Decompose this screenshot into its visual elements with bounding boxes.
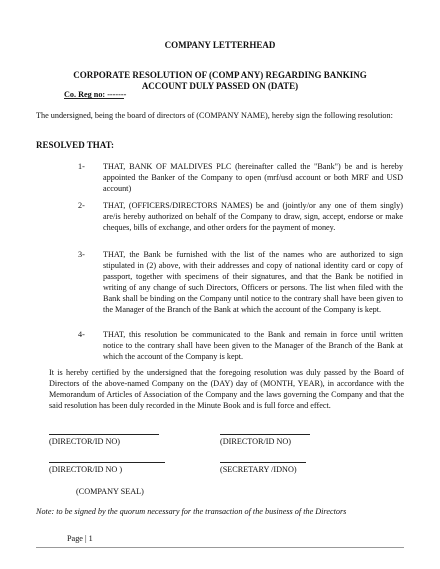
item-1-text: THAT, BANK OF MALDIVES PLC (hereinafter called the "Bank") be and is hereby appointed the Banker of the Company to open (mrf/usd account or both MRF and USD account)	[103, 162, 403, 193]
signature-line-left1	[49, 434, 159, 435]
signature-label-right2: (SECRETARY /IDNO)	[220, 465, 297, 474]
signature-line-right1	[220, 434, 310, 435]
footer-rule	[36, 547, 404, 548]
page-number: Page | 1	[67, 534, 93, 543]
letterhead-title: COMPANY LETTERHEAD	[164, 40, 276, 50]
item-3-text: THAT, the Bank be furnished with the list of the names who are authorized to sign stipulated in (2) above, with their addresses and copy of national identity card or copy of passport, together with specimens of their signatures, and that the Bank be notified in writing of any change of such Directors, Officers or persons. The list when filed with the Bank shall be binding on the Company until notice to the contrary shall have been given to the Manager of the Branch of the Bank at which the account of the Company is kept.	[103, 250, 403, 314]
company-reg-no: Co. Reg no: -------	[64, 90, 127, 99]
signature-label-right1: (DIRECTOR/ID NO)	[220, 437, 292, 446]
resolution-title-line1: CORPORATE RESOLUTION OF (COMP ANY) REGARDING BANKING	[73, 70, 367, 80]
item-2-number: 2-	[78, 201, 85, 210]
item-2-text: THAT, (OFFICERS/DIRECTORS NAMES) be and (jointly/or any one of them singly) are/is hereby authorized on behalf of the Company to draw, sign, accept, endorse or make cheques, bills of exchange, and other orders for the payment of money.	[103, 201, 403, 232]
note-paragraph: Note: to be signed by the quorum necessary for the transaction of the business of the Directors	[36, 507, 347, 516]
item-4-text: THAT, this resolution be communicated to the Bank and remain in force until written notice to the contrary shall have been given to the Manager of the Branch of the Bank at which the account of the Company is kept.	[103, 330, 403, 361]
item-4-number: 4-	[78, 330, 85, 339]
resolution-title-line2: ACCOUNT DULY PASSED ON (DATE)	[141, 81, 299, 91]
signature-line-right2	[220, 462, 306, 463]
item-1-number: 1-	[78, 162, 85, 171]
resolved-heading: RESOLVED THAT:	[36, 140, 114, 150]
intro-paragraph: The undersigned, being the board of directors of (COMPANY NAME), hereby sign the following resolution:	[36, 111, 393, 120]
signature-label-left2: (DIRECTOR/ID NO )	[49, 465, 123, 474]
signature-line-left2	[49, 462, 165, 463]
item-3-number: 3-	[78, 250, 85, 259]
signature-label-left1: (DIRECTOR/ID NO)	[49, 437, 121, 446]
reg-underline	[64, 98, 124, 99]
company-seal-label: (COMPANY SEAL)	[76, 487, 144, 496]
certification-paragraph: It is hereby certified by the undersigned that the foregoing resolution was duly passed by the Board of Directors of the above-named Company on the (DAY) day of (MONTH, YEAR), in accordance with the Memorandum of Articles of Association of the Company and the laws governing the Company and that the said resolution has been duly recorded in the Minute Book and is full force and effect.	[49, 368, 404, 410]
